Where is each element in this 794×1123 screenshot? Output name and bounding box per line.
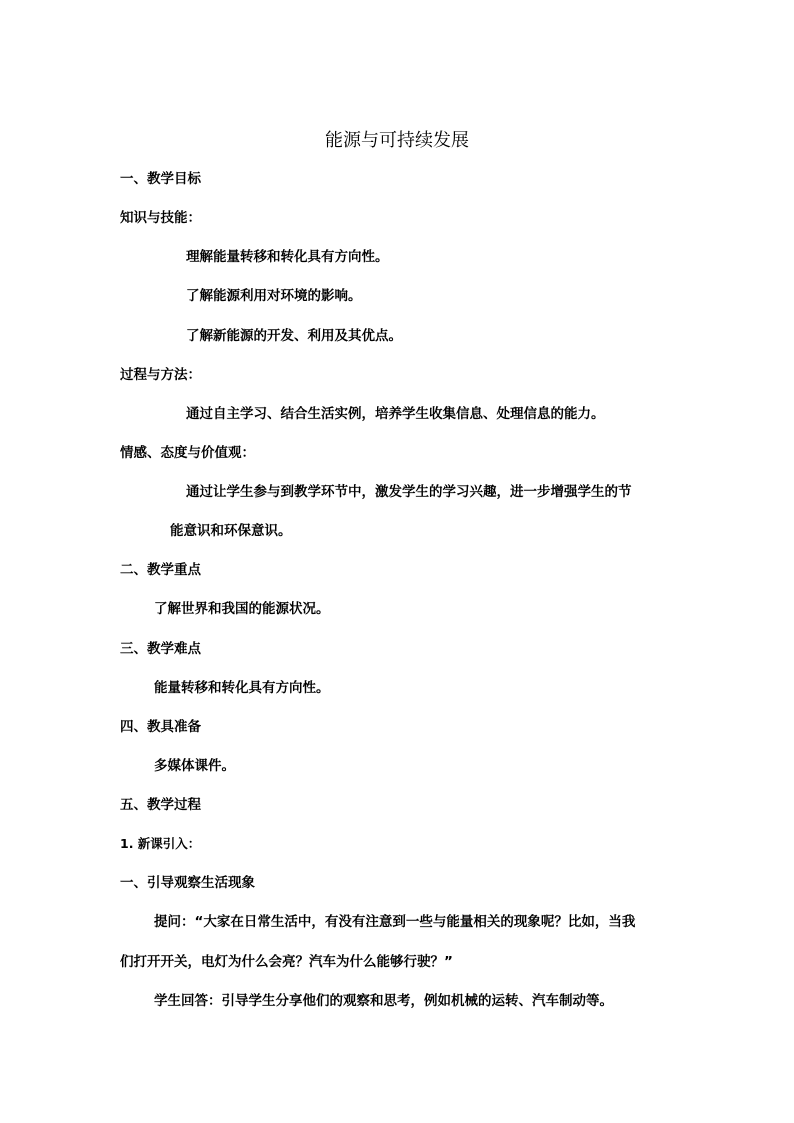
section-heading-difficulties: 三、教学难点 [120, 641, 201, 657]
section-heading-process: 五、教学过程 [120, 797, 201, 813]
question-line-2: 们打开开关，电灯为什么会亮？汽车为什么能够行驶？” [120, 954, 453, 970]
difficulties-body: 能量转移和转化具有方向性。 [154, 680, 330, 696]
process-item: 通过自主学习、结合生活实例，培养学生收集信息、处理信息的能力。 [186, 406, 605, 422]
subheading-knowledge: 知识与技能： [120, 210, 201, 226]
knowledge-item: 了解能源利用对环境的影响。 [186, 288, 362, 304]
emotion-line-1: 通过让学生参与到教学环节中，激发学生的学习兴趣，进一步增强学生的节 [186, 484, 632, 500]
section-heading-objectives: 一、教学目标 [120, 171, 201, 187]
knowledge-item: 理解能量转移和转化具有方向性。 [186, 249, 389, 265]
question-line-1: 提问：“大家在日常生活中，有没有注意到一些与能量相关的现象呢？比如，当我 [154, 914, 636, 930]
answer-line: 学生回答：引导学生分享他们的观察和思考，例如机械的运转、汽车制动等。 [154, 993, 613, 1009]
subheading-process: 过程与方法： [120, 367, 201, 383]
intro-label: 1. 新课引入： [120, 836, 201, 851]
section-heading-key-points: 二、教学重点 [120, 562, 201, 578]
key-points-body: 了解世界和我国的能源状况。 [154, 601, 330, 617]
section-heading-materials: 四、教具准备 [120, 719, 201, 735]
subheading-emotion: 情感、态度与价值观： [120, 445, 255, 461]
knowledge-item: 了解新能源的开发、利用及其优点。 [186, 328, 402, 344]
emotion-line-2: 能意识和环保意识。 [170, 523, 292, 539]
document-title: 能源与可持续发展 [325, 130, 469, 151]
materials-body: 多媒体课件。 [154, 758, 235, 774]
sub-heading-observe: 一、引导观察生活现象 [120, 875, 255, 891]
